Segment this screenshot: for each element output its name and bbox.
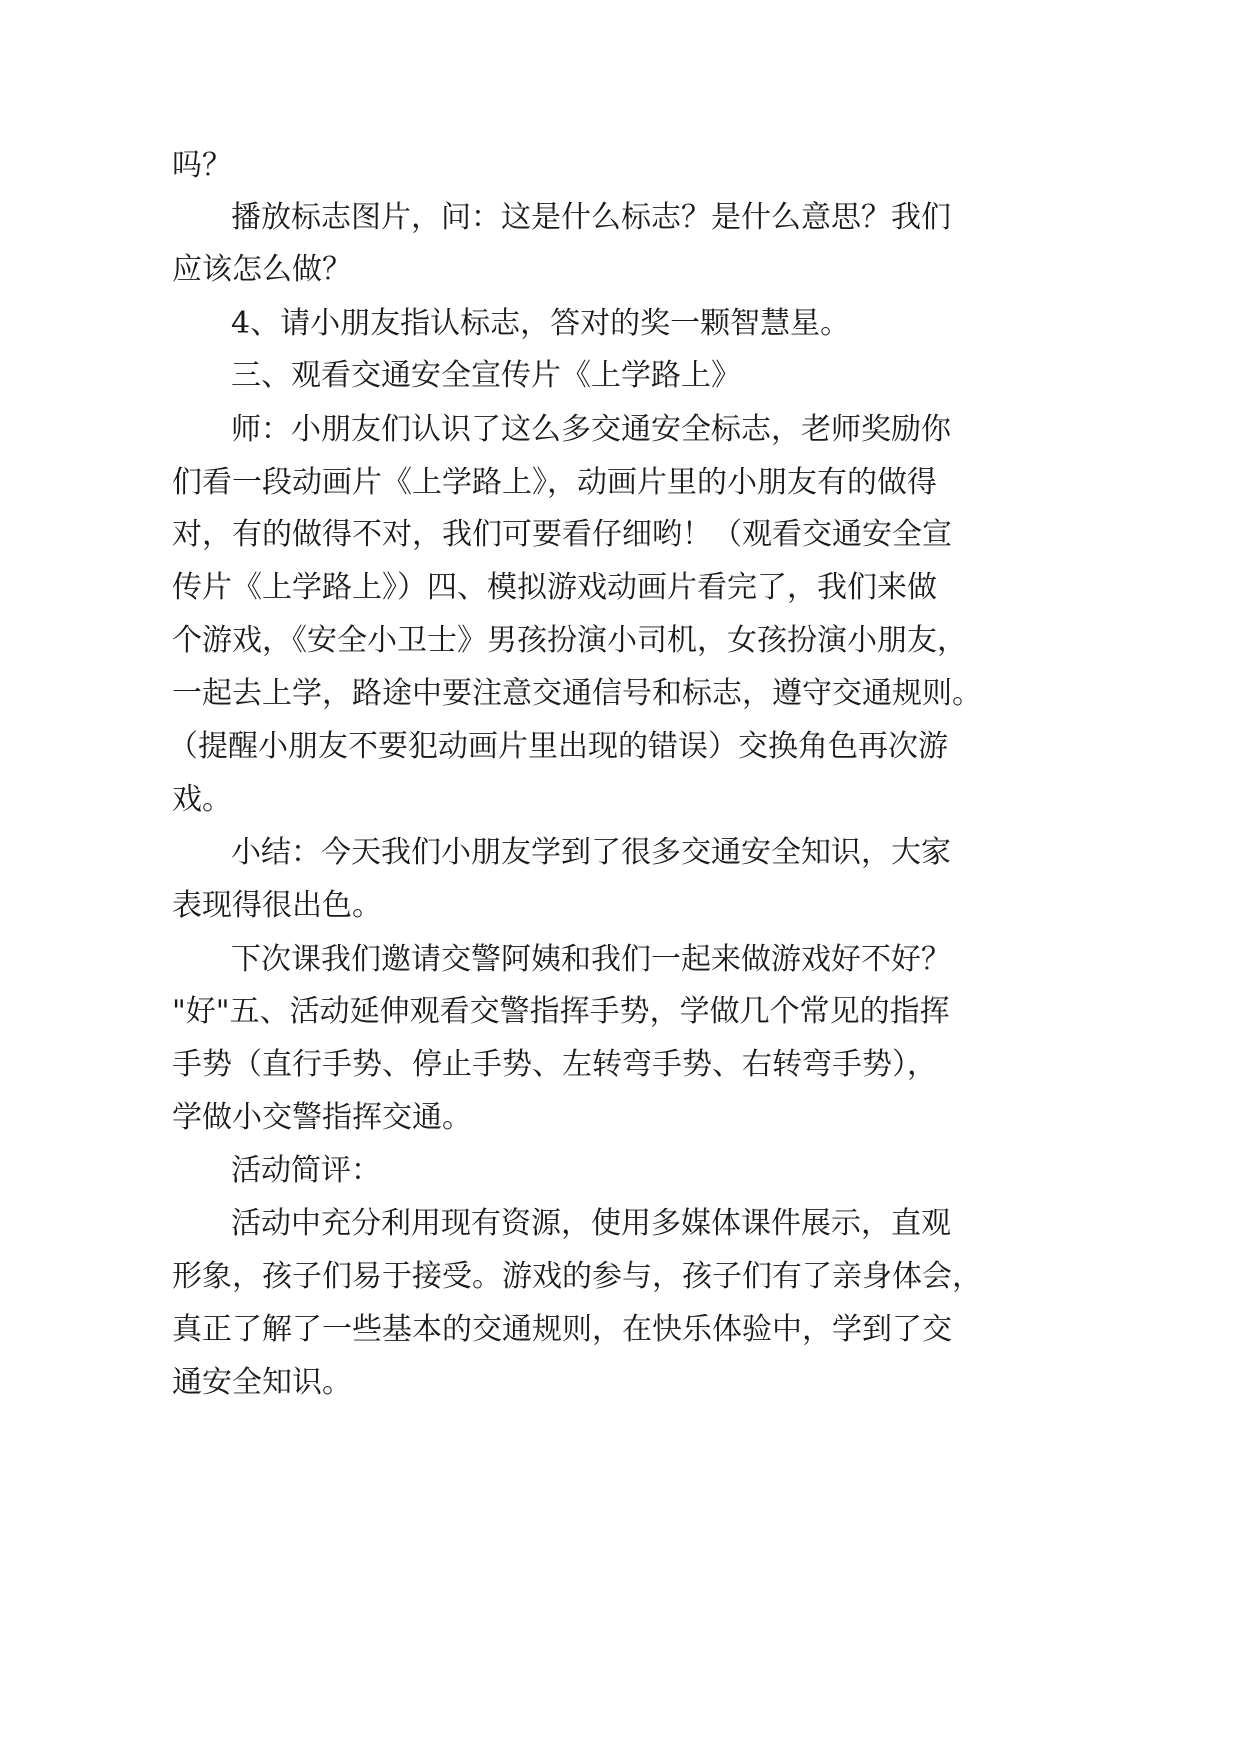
text-line: 活动简评：: [231, 1153, 381, 1188]
text-line: 师：小朋友们认识了这么多交通安全标志，老师奖励你: [231, 412, 951, 447]
text-line: 对，有的做得不对，我们可要看仔细哟！（观看交通安全宣: [172, 517, 952, 552]
text-line: （提醒小朋友不要犯动画片里出现的错误）交换角色再次游: [168, 729, 948, 764]
text-line: 下次课我们邀请交警阿姨和我们一起来做游戏好不好？: [231, 942, 951, 977]
text-line: 播放标志图片，问：这是什么标志？是什么意思？我们: [231, 200, 951, 235]
text-line: 手势（直行手势、停止手势、左转弯手势、右转弯手势），: [172, 1047, 937, 1082]
text-line: 吗？: [172, 148, 232, 183]
text-line: 一起去上学，路途中要注意交通信号和标志，遵守交通规则。: [172, 676, 982, 711]
text-line: 表现得很出色。: [172, 888, 382, 923]
text-line: 个游戏，《安全小卫士》男孩扮演小司机，女孩扮演小朋友，: [172, 623, 967, 658]
text-line: 真正了解了一些基本的交通规则，在快乐体验中，学到了交: [172, 1312, 952, 1347]
text-line: "好"五、活动延伸观看交警指挥手势，学做几个常见的指挥: [172, 994, 950, 1029]
text-line: 应该怎么做？: [172, 252, 352, 287]
text-line: 通安全知识。: [172, 1365, 352, 1400]
text-line: 4、请小朋友指认标志，答对的奖一颗智慧星。: [231, 306, 851, 341]
text-line: 三、观看交通安全宣传片《上学路上》: [231, 358, 741, 393]
text-line: 小结：今天我们小朋友学到了很多交通安全知识，大家: [231, 835, 951, 870]
text-line: 形象，孩子们易于接受。游戏的参与，孩子们有了亲身体会，: [172, 1259, 982, 1294]
text-line: 学做小交警指挥交通。: [172, 1100, 472, 1135]
text-line: 戏。: [172, 782, 232, 817]
text-line: 活动中充分利用现有资源，使用多媒体课件展示，直观: [231, 1206, 951, 1241]
text-line: 们看一段动画片《上学路上》，动画片里的小朋友有的做得: [172, 465, 937, 500]
text-line: 传片《上学路上》）四、模拟游戏动画片看完了，我们来做: [172, 570, 937, 605]
